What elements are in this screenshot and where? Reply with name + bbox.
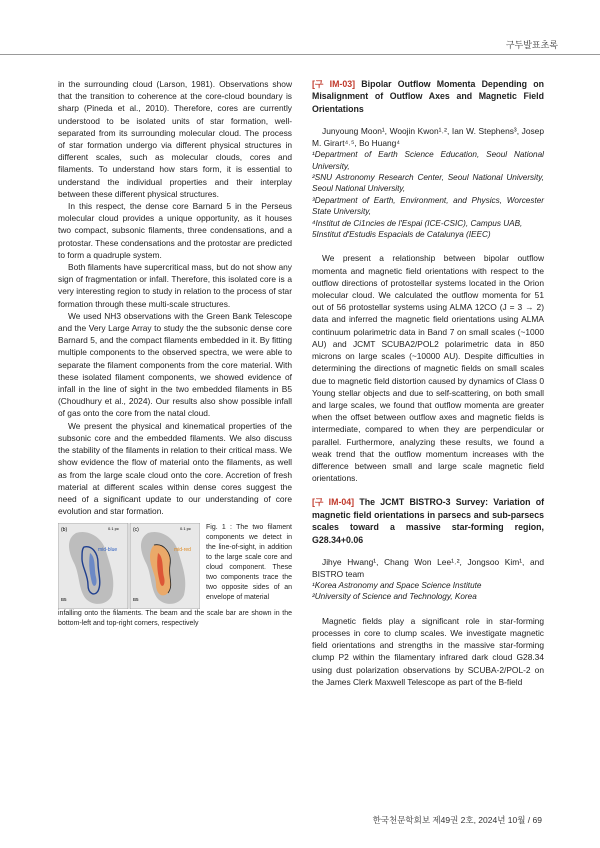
im03-title — [312, 78, 544, 115]
label-b: mid-blue — [98, 547, 118, 554]
affiliation: ¹Korea Astronomy and Space Science Institute — [312, 580, 482, 590]
im04-title-text: The JCMT BISTRO-3 Survey: Variation of magnetic field orientations in parsecs and sub-parsecs scales toward a massive star-forming region, G28.34+0.06 — [312, 497, 545, 545]
figure-caption-continued: infalling onto the filaments. The beam and the scale bar are shown in the bottom-left and top-right corners, respectively — [58, 610, 292, 628]
scale-c: 0.1 pc — [180, 526, 191, 532]
im03-code: [구 IM-03] — [312, 79, 356, 89]
left-column — [58, 78, 292, 629]
figure-1 — [58, 523, 292, 609]
affiliation: ²SNU Astronomy Research Center, Seoul National University, Seoul National University, — [312, 173, 544, 194]
im04-authors: Jihye Hwang¹, Chang Won Lee¹˒², Jongsoo Kim¹, and BISTRO team — [312, 556, 544, 579]
paragraph: We present the physical and kinematical properties of the subsonic core and the embedded filaments. We also discuss the stability of the filaments in relation to their critical mass. We show evidence the flow of material onto the filaments, as well as from the large scale cloud onto the core. Accretion of fresh material at different scales within dense cores suggest the need of a significant update to our understanding of core evolution and star formation. — [58, 420, 292, 517]
region-b: B5 — [61, 597, 67, 603]
figure-caption: Fig. 1 : The two filament components we detect in the line-of-sight, in addition to the large scale core and cloud component. These two components trace the two opposite sides of an envelope of material — [206, 524, 292, 602]
panel-b-label: (b) — [61, 527, 68, 534]
im04-abstract — [312, 615, 544, 688]
region-c: B5 — [133, 597, 139, 603]
paragraph: Both filaments have supercritical mass, but do not show any sign of fragmentation or infall. Therefore, this isolated core is a very interesting region to study in relation to the process of star formation through these multi-scale structures. — [58, 262, 292, 309]
right-column — [312, 78, 544, 688]
affiliation: 5Institut d'Estudis Espacials de Catalunya (IEEC) — [312, 230, 491, 240]
figure-image — [58, 523, 200, 609]
paragraph: in the surrounding cloud (Larson, 1981). Observations show that the transition to coherence at the core-cloud boundary is sharp (Pineda et al., 2010). Therefore, cores are currently understood to be isolated units of star formation, well-separated from its surrounding molecular cloud. The process of star formation undergo via different physical structures in different scales, such as molecular clouds, cores and filaments. To understand how stars form, it is essential to understand the individual properties and their interplay between these different physical structures. — [58, 79, 292, 199]
im03-abstract — [312, 252, 544, 484]
label-c: mid-red — [174, 547, 191, 554]
panel-c-label: (c) — [133, 527, 139, 534]
im03-authors: Junyoung Moon¹, Woojin Kwon¹˒², Ian W. Stephens³, Josep M. Girart⁴˒⁵, Bo Huang⁴ — [312, 126, 544, 149]
affiliation: ²University of Science and Technology, Korea — [312, 592, 477, 602]
paragraph: We used NH3 observations with the Green Bank Telescope and the Very Large Array to study the the subsonic dense core Barnard 5, and the compact filaments embedded in it. By fitting multiple components to the observed spectra, we were able to separate the filament components from the core material. With these isolated filament components, we showed evidence of infall in the line of sight in the two embedded filaments in B5 (Choudhury et al., 2024). Our results also show possible infall of gas onto the core from the natal cloud. — [58, 310, 292, 419]
im04-code: [구 IM-04] — [312, 497, 355, 508]
affiliation: ³Department of Earth, Environment, and Physics, Worcester State University, — [312, 195, 544, 217]
scale-b: 0.1 pc — [108, 526, 119, 532]
abstract-text: We present a relationship between bipolar outflow momenta and magnetic field orientations with respect to the outflow directions of protostellar systems located in the Orion molecular cloud. We calculated the outflow momenta for 51 out of 56 protostellar systems using ALMA 12CO (J = 3 → 2) data and inferred the magnetic field orientations using ALMA continuum polarimetric data in Band 7 on small scales (~1000 AU) and JCMT SCUBA2/POL2 polarimetric data in 850 microns on large scales (~10000 AU). Despite difficulties in determining the directions of magnetic fields on small scales due to magnetic field distortion caused by dynamics of Class 0 Young stellar objects and due to self-scattering, on both small and large scales, we found that outflow momenta are greater when the offset between outflow axes and magnetic fields is intermediate, compared to when they are perpendicular or parallel. Furthermore, analyzing these results, we found a weak trend that the outflow momentum increases with the difference between small and large scale magnetic field orientations. — [312, 253, 544, 484]
im03-affiliations — [312, 149, 544, 240]
paragraph: In this respect, the dense core Barnard 5 in the Perseus molecular cloud provides a unique opportunity, as it houses two compact, subsonic filaments, three condensations, and a protostar. These condensations and the protostar are predicted to form a quadruple system. — [58, 201, 292, 260]
header-label: 구두발표초록 — [505, 40, 558, 50]
page-footer: 한국천문학회보 제49권 2호, 2024년 10월 / 69 — [372, 815, 542, 825]
affiliation: ⁴Institut de Ci1ncies de l'Espai (ICE-CSIC), Campus UAB, — [312, 218, 523, 228]
header-rule — [0, 54, 600, 55]
im03-title-text: Bipolar Outflow Momenta Depending on Misalignment of Outflow Axes and Magnetic Field Orientations — [312, 79, 544, 114]
affiliation: ¹Department of Earth Science Education, Seoul National University, — [312, 150, 544, 171]
im04-affiliations — [312, 580, 544, 603]
im04-title — [312, 496, 544, 546]
abstract-text: Magnetic fields play a significant role in star-forming processes in core to clump scales. We investigate magnetic field orientations and strengths in the massive star-forming clump P2 within the filamentary infrared dark cloud G28.34 using dust polarization observations by SCUBA-2/POL-2 on the James Clerk Maxwell Telescope as part of the B-field — [312, 615, 544, 687]
